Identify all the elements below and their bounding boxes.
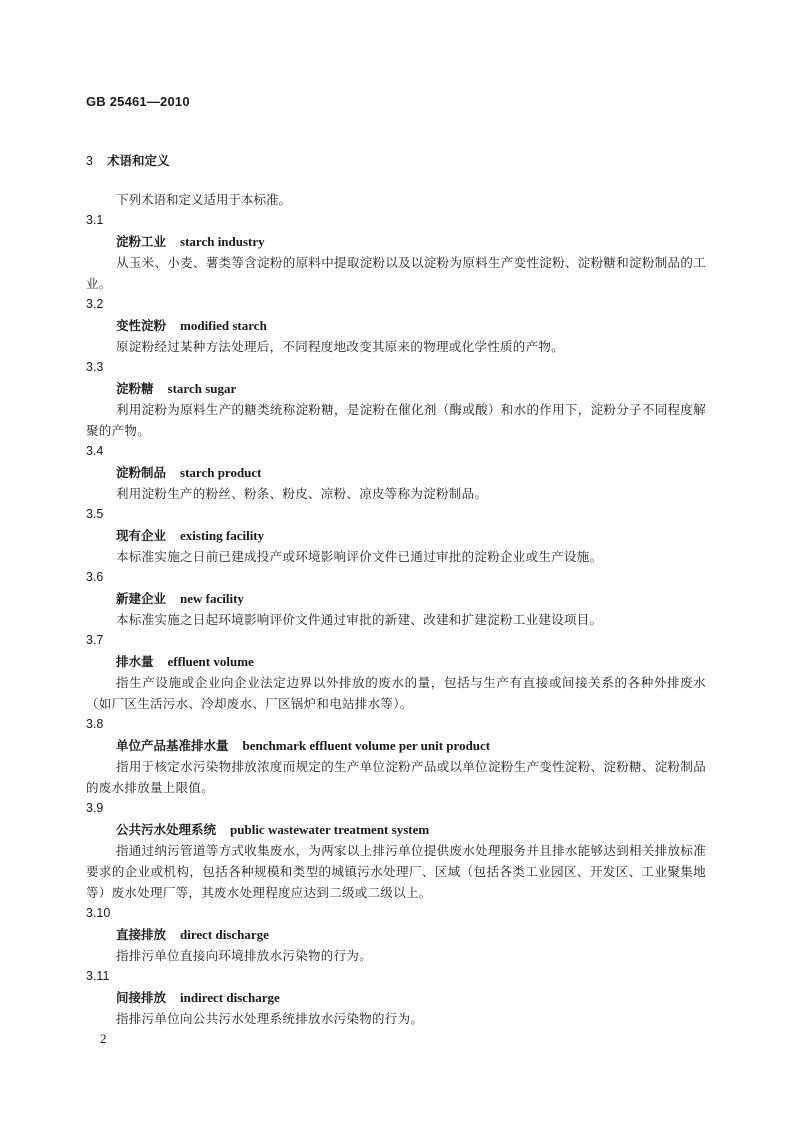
term-entry [86,210,706,294]
section-title: 术语和定义 [106,153,170,168]
term-definition: 利用淀粉为原料生产的糖类统称淀粉糖，是淀粉在催化剂（酶或酸）和水的作用下，淀粉分子不同程度解聚的产物。 [86,402,706,438]
term-entry [86,567,706,630]
term-number: 3.8 [86,717,104,731]
term-number: 3.6 [86,570,104,584]
term-heading [86,924,706,945]
term-number: 3.7 [86,633,104,647]
term-definition: 指排污单位向公共污水处理系统排放水污染物的行为。 [116,1011,424,1026]
term-en: starch product [180,465,262,480]
term-en: modified starch [180,318,267,333]
term-en: effluent volume [167,654,254,669]
term-definition: 指排污单位直接向环境排放水污染物的行为。 [116,948,373,963]
term-definition: 指用于核定水污染物排放浓度而规定的生产单位淀粉产品或以单位淀粉生产变性淀粉、淀粉糖、淀粉制品的废水排放量上限值。 [86,759,706,795]
term-zh: 排水量 [116,654,154,669]
term-zh: 单位产品基准排水量 [116,738,229,753]
term-zh: 淀粉制品 [116,465,167,480]
term-heading [86,378,706,399]
term-entry [86,798,706,903]
section-number: 3 [86,154,93,168]
term-heading [86,735,706,756]
term-heading [86,231,706,252]
term-heading [86,315,706,336]
term-zh: 淀粉糖 [116,381,154,396]
term-entry [86,441,706,504]
term-entry [86,504,706,567]
term-en: starch industry [180,234,265,249]
term-zh: 变性淀粉 [116,318,167,333]
term-entry [86,630,706,714]
term-number: 3.1 [86,213,104,227]
term-definition: 指生产设施或企业向企业法定边界以外排放的废水的量，包括与生产有直接或间接关系的各种外排废水（如厂区生活污水、冷却废水、厂区锅炉和电站排水等）。 [86,675,706,711]
term-definition: 原淀粉经过某种方法处理后，不同程度地改变其原来的物理或化学性质的产物。 [116,339,565,354]
term-number: 3.5 [86,507,104,521]
term-en: benchmark effluent volume per unit product [242,738,491,753]
term-definition: 从玉米、小麦、薯类等含淀粉的原料中提取淀粉以及以淀粉为原料生产变性淀粉、淀粉糖和淀粉制品的工业。 [86,255,706,291]
page-number: 2 [100,1031,107,1046]
term-number: 3.3 [86,360,104,374]
term-number: 3.11 [86,969,110,983]
term-definition: 利用淀粉生产的粉丝、粉条、粉皮、凉粉、凉皮等称为淀粉制品。 [116,486,488,501]
term-heading [86,819,706,840]
term-definition: 本标准实施之日前已建成投产或环境影响评价文件已通过审批的淀粉企业或生产设施。 [116,549,603,564]
term-zh: 公共污水处理系统 [116,822,217,837]
term-en: starch sugar [167,381,237,396]
term-entry [86,903,706,966]
term-heading [86,651,706,672]
term-en: existing facility [180,528,265,543]
term-en: public wastewater treatment system [230,822,430,837]
term-entry [86,294,706,357]
term-number: 3.2 [86,297,104,311]
intro-paragraph: 下列术语和定义适用于本标准。 [116,192,292,207]
section-heading [86,151,169,169]
standard-code: GB 25461—2010 [86,94,190,109]
terms-list [86,210,706,1029]
term-entry [86,966,706,1029]
term-heading [86,525,706,546]
term-number: 3.9 [86,801,104,815]
term-number: 3.10 [86,906,111,920]
term-heading [86,987,706,1008]
term-en: direct discharge [180,927,269,942]
term-heading [86,462,706,483]
term-en: new facility [180,591,244,606]
term-zh: 间接排放 [116,990,167,1005]
term-zh: 淀粉工业 [116,234,167,249]
term-number: 3.4 [86,444,104,458]
term-zh: 现有企业 [116,528,167,543]
term-definition: 指通过纳污管道等方式收集废水，为两家以上排污单位提供废水处理服务并且排水能够达到相关排放标准要求的企业或机构，包括各种规模和类型的城镇污水处理厂、区域（包括各类工业园区、开发区、工业聚集地等）废水处理厂等，其废水处理程度应达到二级或二级以上。 [86,843,706,900]
term-entry [86,714,706,798]
term-definition: 本标准实施之日起环境影响评价文件通过审批的新建、改建和扩建淀粉工业建设项目。 [116,612,603,627]
term-zh: 新建企业 [116,591,167,606]
term-heading [86,588,706,609]
term-entry [86,357,706,441]
term-en: indirect discharge [180,990,280,1005]
term-zh: 直接排放 [116,927,167,942]
